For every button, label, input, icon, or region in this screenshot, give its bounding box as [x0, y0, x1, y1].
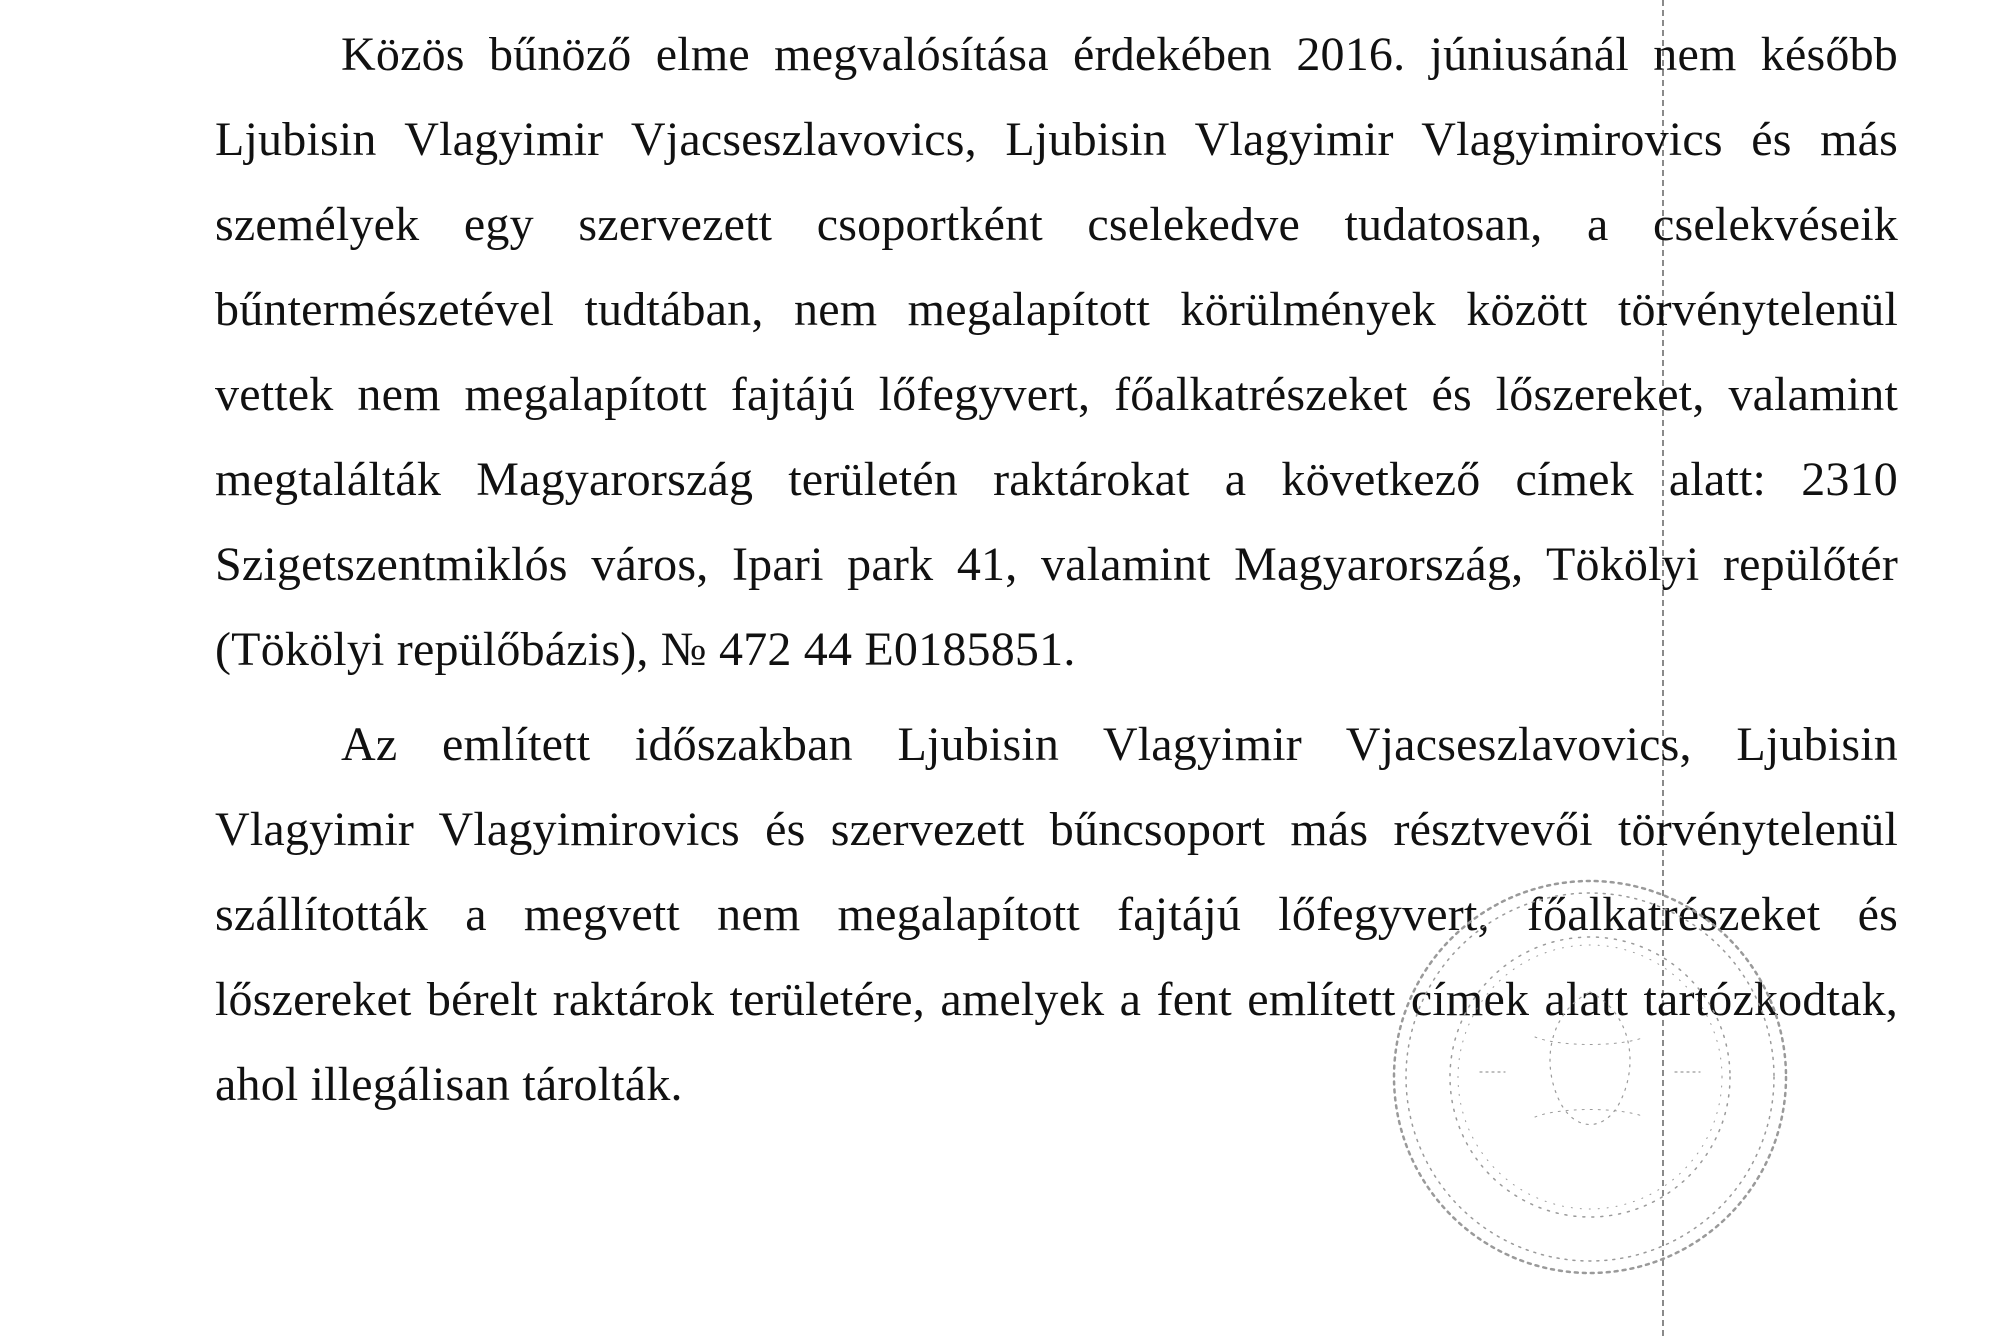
round-seal-icon [1385, 872, 1795, 1282]
paragraph-1: Közös bűnöző elme megvalósítása érdekében 2016. júniusánál nem később Ljubisin Vlagyimir Vjacseszlavovics, Ljubisin Vlagyimir Vlagyimirovics és más személyek egy szervezett csoportként cselekedve tudatosan, a cselekvéseik bűntermészetével tudtában, nem megalapított körülmények között törvénytelenül vettek nem megalapított fajtájú lőfegyvert, főalkatrészeket és lőszereket, valamint megtalálták Magyarország területén raktárokat a következő címek alatt: 2310 Szigetszentmiklós város, Ipari park 41, valamint Magyarország, Tökölyi repülőtér (Tökölyi repülőbázis), № 472 44 E0185851. [215, 28, 1898, 676]
paragraph-2: Az említett időszakban Ljubisin Vlagyimir Vjacseszlavovics, Ljubisin Vlagyimir Vlagyimirovics és szervezett bűncsoport más résztvevői törvénytelenül szállították a megvett nem megalapított fajtájú lőfegyvert, főalkatrészeket és lőszereket bérelt raktárok területére, amelyek a fent említett címek alatt tartózkodtak, ahol illegálisan tárolták. [215, 718, 1898, 1111]
